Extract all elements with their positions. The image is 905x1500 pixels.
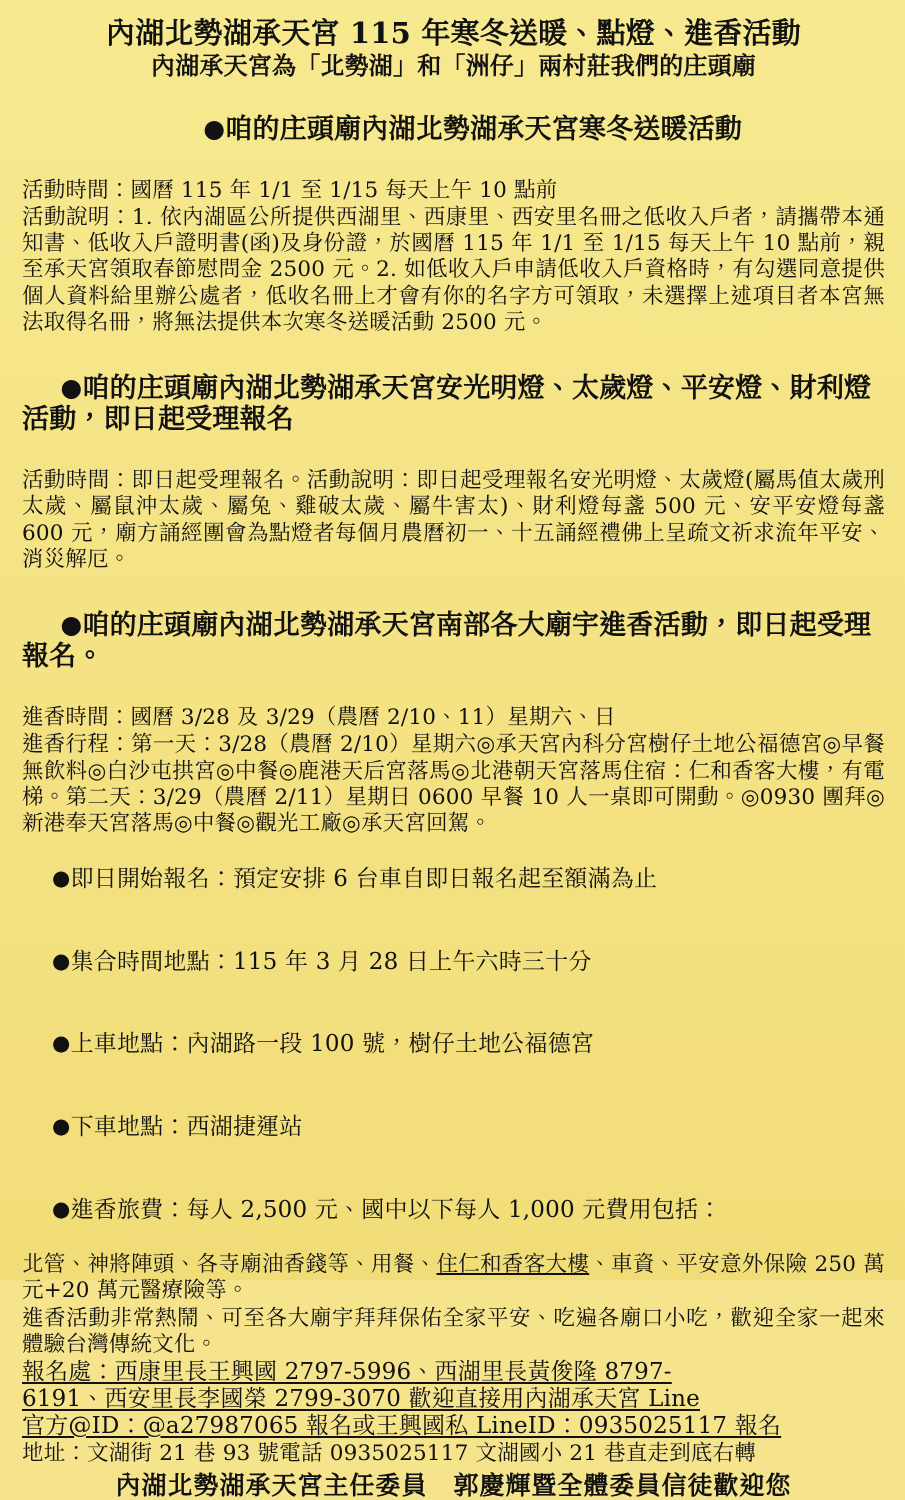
section-2-paragraph-1: 活動時間：即日起受理報名。活動說明：即日起受理報名安光明燈、太歲燈(屬馬值太歲刑太歲、屬鼠沖太歲、屬兔、雞破太歲、屬牛害太)、財利燈每盞 500 元、安平安燈每盞 600 元，廟方誦經團會為點燈者每個月農曆初一、十五誦經禮佛上呈疏文祈求流年平安、消災解厄。 [22,468,893,572]
section-heading-lamp-offering [22,342,885,466]
bullet-item-fee [22,1169,885,1252]
bullet-icon: ● [52,1031,71,1056]
registration-line-1: 報名處：西康里長王興國 2797-5996、西湖里長黃俊隆 8797- [22,1359,672,1386]
bullet-item-registration-start [22,838,885,921]
fee-details-hotel: 住仁和香客大樓 [436,1252,590,1278]
footer-signature: 內湖北勢湖承天宮主任委員 郭慶輝暨全體委員信徒歡迎您 [115,1470,792,1500]
bullet-item-meeting-time [22,921,885,1004]
bullet-icon: ● [52,865,71,890]
bullet-icon: ● [52,948,71,973]
registration-line-3: 官方@ID：@a27987065 報名或王興國私 LineID：0935025117 報名 [22,1412,782,1439]
address-line: 地址：文湖街 21 巷 93 號電話 0935025117 文湖國小 21 巷直走到底右轉 [22,1440,757,1466]
section-3-paragraph-2: 進香行程：第一天：3/28（農曆 2/10）星期六◎承天宮內科分宮樹仔土地公福德宮◎早餐無飲料◎白沙屯拱宮◎中餐◎鹿港天后宮落馬◎北港朝天宮落馬住宿：仁和香客大樓，有電梯。第二天：3/29（農曆 2/11）星期日 0600 早餐 10 人一桌即可開動。◎0930 團拜◎新港奉天宮落馬◎中餐◎觀光工廠◎承天宮回駕。 [22,732,885,837]
section-heading-pilgrimage [22,579,885,703]
bullet-item-text: 下車地點：西湖捷運站 [70,1114,303,1141]
page-subtitle: 內湖承天宮為「北勢湖」和「洲仔」兩村莊我們的庄頭廟 [151,50,756,80]
bullet-item-text: 上車地點：內湖路一段 100 號，樹仔土地公福德宮 [70,1031,595,1058]
bullet-icon: ● [52,1197,71,1221]
bullet-icon: ● [203,113,226,143]
bullet-icon: ● [60,372,83,402]
bullet-item-text: 即日開始報名：預定安排 6 台車自即日報名起至額滿為止 [70,865,658,892]
section-3-paragraph-1: 進香時間：國曆 3/28 及 3/29（農曆 2/10、11）星期六、日 [22,705,616,731]
registration-contacts [22,1359,885,1440]
bullet-item-dropoff-point [22,1087,885,1170]
registration-line-2: 6191、西安里長李國榮 2799-3070 歡迎直接用內湖承天宮 Line [22,1385,700,1412]
page-title: 內湖北勢湖承天宮 115 年寒冬送暖、點燈、進香活動 [106,16,801,50]
bullet-icon: ● [60,610,83,640]
section-1-paragraph-1: 活動時間：國曆 115 年 1/1 至 1/15 每天上午 10 點前 [22,177,558,203]
bullet-item-text: 集合時間地點：115 年 3 月 28 日上午六時三十分 [70,948,592,975]
section-1-paragraph-2: 活動說明：1. 依內湖區公所提供西湖里、西康里、西安里名冊之低收入戶者，請攜帶本通知書、低收入戶證明書(函)及身份證，於國曆 115 年 1/1 至 1/15 每天上午 10 點前，親至承天宮領取春節慰問金 2500 元。2. 如低收入戶申請低收入戶資格時，有勾選同意提供個人資料給里辦公處者，低收名冊上才會有你的名字方可領取，未選擇上述項目者本宮無法取得名冊，將無法提供本次寒冬送暖活動 2500 元。 [22,204,885,335]
fee-details-suffix: 、車資、平安意外保險 250 萬元+20 萬元醫療險等。 [22,1252,885,1304]
section-heading-text: 咱的庄頭廟內湖北勢湖承天宮安光明燈、太歲燈、平安燈、財利燈活動，即日起受理報名 [22,372,872,436]
section-heading-text: 咱的庄頭廟內湖北勢湖承天宮南部各大廟宇進香活動，即日起受理報名。 [22,610,872,673]
section-heading-winter-warmth [22,82,885,175]
closing-paragraph: 進香活動非常熱鬧、可至各大廟宇拜拜保佑全家平安、吃遍各廟口小吃，歡迎全家一起來體驗台灣傳統文化。 [22,1305,885,1357]
bullet-item-text: 進香旅費：每人 2,500 元、國中以下每人 1,000 元費用包括： [70,1197,722,1223]
bullet-icon: ● [52,1114,71,1139]
fee-details-prefix: 北管、神將陣頭、各寺廟油香錢等、用餐、 [22,1252,437,1278]
section-heading-text: 咱的庄頭廟內湖北勢湖承天宮寒冬送暖活動 [225,113,743,145]
bullet-item-boarding-point [22,1004,885,1087]
fee-details [22,1252,885,1304]
